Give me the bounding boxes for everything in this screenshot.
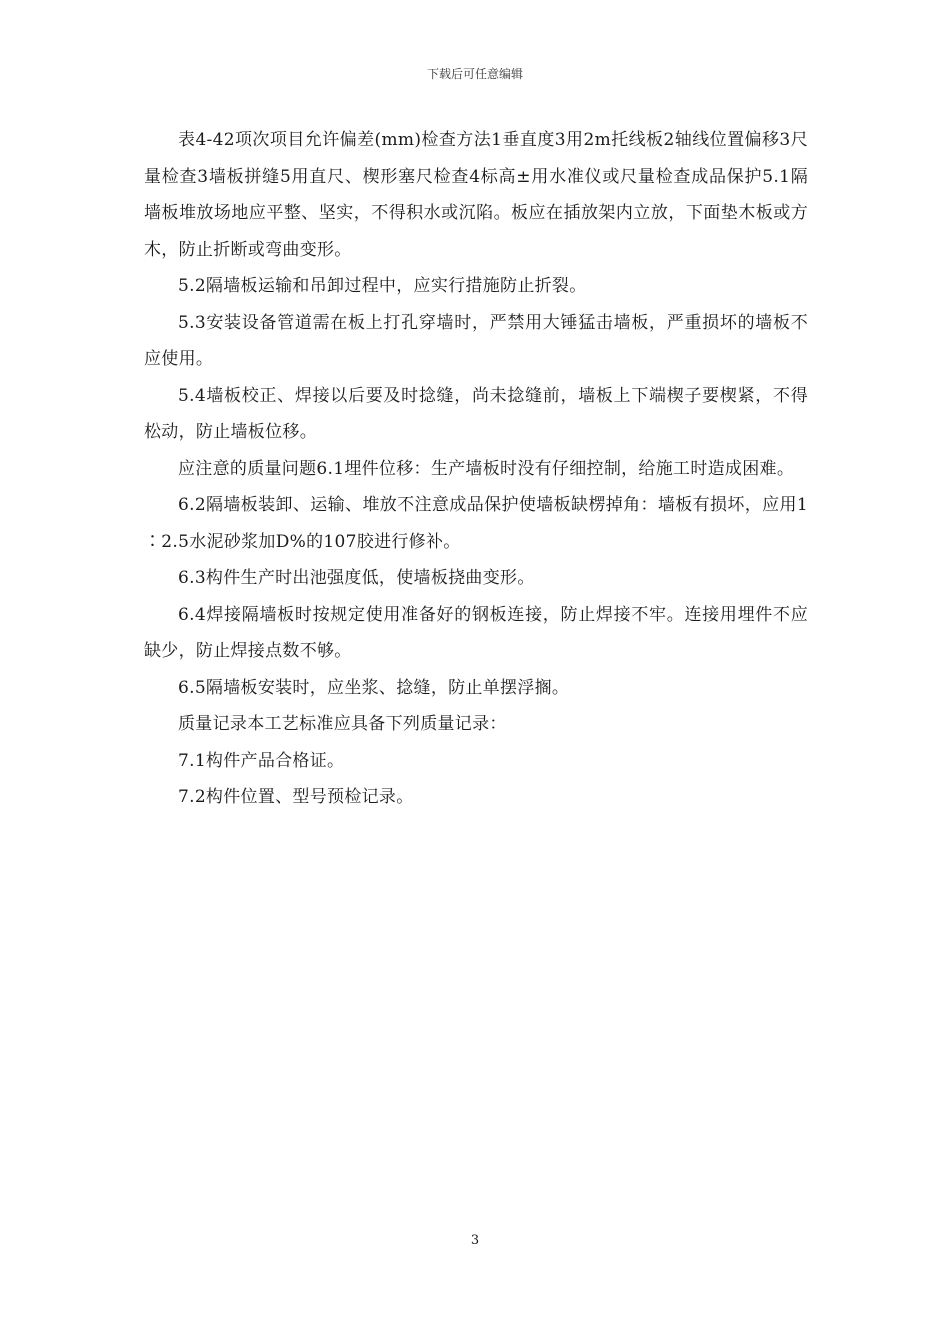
paragraph-6-5: 6.5隔墙板安装时，应坐浆、捻缝，防止单摆浮搁。 (178, 677, 570, 698)
paragraph-quality-records: 质量记录本工艺标准应具备下列质量记录： (178, 714, 507, 734)
paragraph-tolerance-table-and-protection: 表4-42项次项目允许偏差(mm)检查方法1垂直度3用2m托线板2轴线位置偏移3尺量检查3墙板拼缝5用直尺、楔形塞尺检查4标高±用水准仪或尺量检查成品保护5.1隔墙板堆放场地应平整、坚实，不得积水或沉陷。板应在插放架内立放，下面垫木板或方木，防止折断或弯曲变形。 (144, 130, 808, 260)
page-header: 下载后可任意编辑 (426, 67, 523, 81)
paragraph-5-3: 5.3安装设备管道需在板上打孔穿墙时，严禁用大锤猛击墙板，严重损坏的墙板不应使用。 (144, 312, 808, 369)
page-number: 3 (470, 1233, 480, 1248)
paragraph-7-2: 7.2构件位置、型号预检记录。 (178, 787, 414, 807)
paragraph-6-1: 应注意的质量问题6.1埋件位移：生产墙板时没有仔细控制，给施工时造成困难。 (178, 458, 795, 479)
paragraph-6-3: 6.3构件生产时出池强度低，使墙板挠曲变形。 (178, 568, 535, 588)
paragraph-7-1: 7.1构件产品合格证。 (178, 750, 345, 771)
document-body (144, 122, 808, 816)
paragraph-5-2: 5.2隔墙板运输和吊卸过程中，应实行措施防止折裂。 (178, 276, 587, 296)
paragraph-5-4: 5.4墙板校正、焊接以后要及时捻缝，尚未捻缝前，墙板上下端楔子要楔紧，不得松动，防止墙板位移。 (144, 385, 808, 442)
paragraph-6-4: 6.4焊接隔墙板时按规定使用准备好的钢板连接，防止焊接不牢。连接用埋件不应缺少，防止焊接点数不够。 (144, 604, 808, 661)
paragraph-6-2: 6.2隔墙板装卸、运输、堆放不注意成品保护使墙板缺楞掉角：墙板有损坏，应用1∶2.5水泥砂浆加D%的107胶进行修补。 (144, 495, 808, 552)
